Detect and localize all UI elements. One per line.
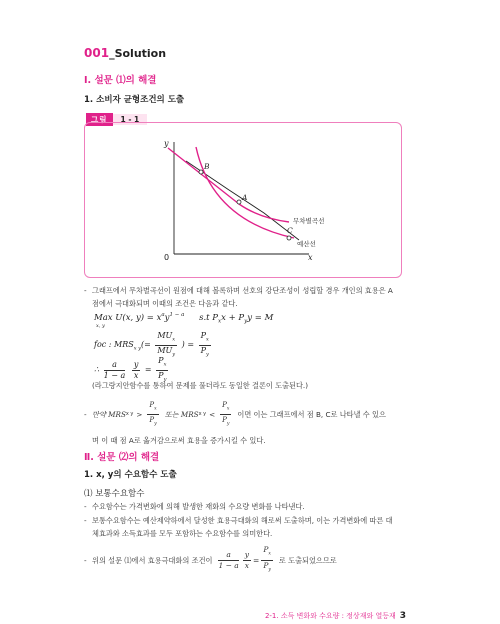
solution-suffix: _Solution (109, 47, 167, 60)
eq2-close: ) = (181, 340, 195, 350)
figure-number: 1 - 1 (113, 114, 148, 125)
eq1-st: s.t P (199, 312, 218, 323)
para2-gt: > (136, 410, 143, 420)
point-C-label: C (287, 226, 293, 235)
section2-bullet2: - 보통수요함수는 예산제약하에서 달성한 효용극대화의 해로써 도출하며, 이는 가격변화에 따른 대 체효과와 소득효과를 모두 포함하는 수요함수를 의미한다. (84, 514, 414, 540)
bullet1-text: 수요함수는 가격변화에 의해 발생한 재화의 수요량 변화를 나타낸다. (92, 502, 305, 511)
bullet3-a: 위의 설문 ⑴에서 효용극대화의 조건이 (92, 555, 213, 565)
para2-lt: < (209, 410, 216, 420)
eq3-py: P (158, 370, 164, 380)
page-title (84, 46, 166, 60)
eq3-y: y (133, 359, 139, 369)
axis-y-label: y (164, 139, 169, 148)
origin-label: 0 (164, 253, 170, 262)
page-number: 3 (399, 611, 406, 621)
eq3-therefore: ∴ (94, 365, 100, 375)
axis-x-label: x (308, 253, 313, 262)
equation-foc: foc : $MRS_{x y}(=$ $\frac{MU_x}{MU_y}$ ) = $\frac{P_x}{P_y}$ (94, 331, 209, 358)
point-B-marker (199, 170, 203, 174)
equation-max-utility: Max U(x, $y) = x^ay^{1 - a}$ s.t $P_xx + P_yy = M$ (94, 312, 274, 325)
section2-sub2: ⑴ 보통수요함수 (84, 489, 145, 499)
footer-chapter: 2-1. 소득 변화와 수요량 : 정상재와 열등재 (264, 612, 396, 620)
figure-label: 그림 (86, 113, 113, 126)
bullet2-line1: 보통수요함수는 예산제약하에서 달성한 효용극대화의 해로써 도출하며, 이는 가격변화에 따른 대 (92, 516, 393, 525)
solution-number: 001 (84, 46, 110, 60)
para2-end: 이면 이는 그래프에서 점 B, C로 나타낼 수 있으 (237, 410, 386, 420)
eq2-px: P (200, 331, 206, 340)
eq3-x: x (133, 370, 139, 380)
lagrange-note: (라그랑지안함수를 통하여 문제를 풀더라도 동일한 결론이 도출된다.) (92, 381, 309, 390)
bullet2-line2: 체효과와 소득효과를 모두 포함하는 수요함수를 의미한다. (92, 529, 273, 538)
eq3-eq: = (144, 365, 152, 375)
eq1-rest: x + P (221, 312, 245, 323)
point-B-label: B (204, 162, 210, 171)
point-C-marker (287, 236, 291, 240)
eq3-1ma: 1 − a (103, 370, 126, 380)
section1-heading: Ⅰ. 설문 ⑴의 해결 (84, 75, 157, 86)
section2-bullet3: - 위의 설문 ⑴에서 효용극대화의 조건이 $\frac{a}{1 - a}$ $\frac{y}{x}$ = $\frac{P_x}{P_y}$ 로 도출되었으므로 (84, 545, 337, 572)
eq3-a: a (104, 360, 126, 371)
eq2-py: P (200, 345, 206, 355)
eq1-exp-a: a (161, 312, 165, 318)
paragraph-2: - 만약 MRS x y > $\frac{P_x}{P_y}$ 또는 MRS x y < $\frac{P_x}{P_y}$ 이면 이는 그래프에서 점 B, C로 나타낼 수 있으 며 이 때 점 A로 옮겨감으로써 효용을 증가시킬 수 있다. (84, 400, 414, 447)
eq1-under: x, y (96, 323, 105, 329)
equation-therefore: ∴ $\frac{a}{1 - a}$ $\frac{y}{x}$ = $\frac{P_x}{P_y}$ (94, 356, 167, 383)
eq2-foc: foc : MRS (94, 340, 134, 350)
page-footer (265, 611, 406, 621)
indifference-curve-label: 무차별곡선 (293, 217, 325, 225)
eq1-max: Max U(x, y) = x (94, 312, 162, 323)
eq2-mux: MU (157, 331, 173, 340)
eq1-end: y = M (247, 312, 274, 323)
paragraph-2-line2: 며 이 때 점 A로 옮겨감으로써 효용을 증가시킬 수 있다. (92, 435, 266, 445)
point-A-label: A (242, 193, 248, 202)
para2-a: 만약 MRS (92, 410, 126, 420)
eq2-muy: MU (157, 345, 173, 355)
bullet3-b: 로 도출되었으므로 (278, 555, 337, 565)
section1-sub1: 1. 소비자 균형조건의 도출 (84, 95, 185, 105)
paragraph-1-line2: 점에서 극대화되며 이때의 조건은 다음과 같다. (92, 299, 238, 308)
eq2-sub: x y (133, 345, 141, 352)
indifference-budget-graph (84, 122, 402, 278)
point-A-marker (237, 200, 241, 204)
section2-sub1: 1. x, y의 수요함수 도출 (84, 470, 177, 480)
section2-bullet1: - 수요함수는 가격변화에 의해 발생한 재화의 수요량 변화를 나타낸다. (84, 502, 305, 511)
section2-heading: Ⅱ. 설문 ⑵의 해결 (84, 452, 160, 463)
eq3-px: P (158, 356, 164, 365)
eq2-mid: (= (140, 340, 151, 350)
budget-line-label: 예산선 (297, 240, 316, 248)
para2-mid: 또는 MRS (164, 410, 199, 420)
eq1-exp-b: 1 − a (169, 312, 185, 318)
indifference-curve-tangent (168, 148, 289, 222)
eq1-y: y (164, 312, 170, 323)
paragraph-1-line1: 그래프에서 무차별곡선이 원점에 대해 볼록하며 선호의 강단조성이 성립할 경우 개인의 효용은 A (92, 286, 393, 295)
paragraph-1: - 그래프에서 무차별곡선이 원점에 대해 볼록하며 선호의 강단조성이 성립할 경우 개인의 효용은 A 점에서 극대화되며 이때의 조건은 다음과 같다. (84, 284, 414, 310)
